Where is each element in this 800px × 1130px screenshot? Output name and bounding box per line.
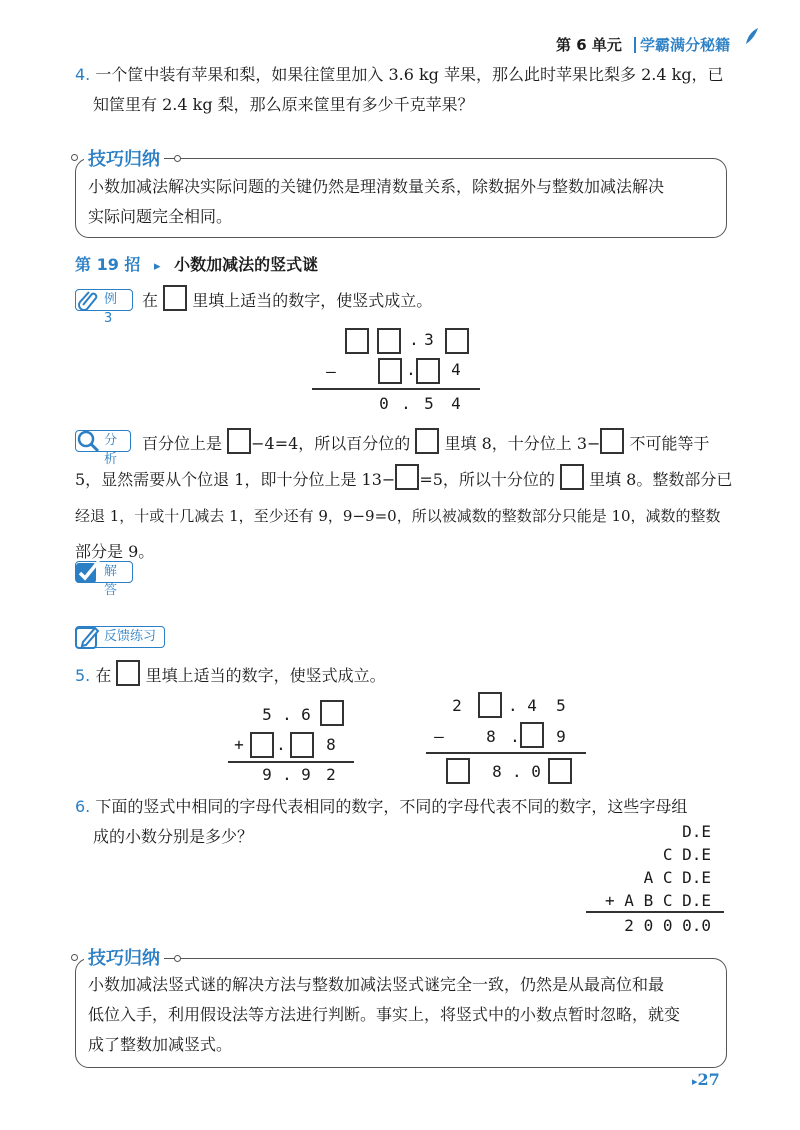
arrow-icon: ▸ bbox=[154, 259, 161, 274]
digit-box[interactable] bbox=[416, 358, 440, 384]
example-badge-label: 例 3 bbox=[104, 292, 118, 326]
digit: 8 bbox=[486, 727, 496, 746]
analysis-text-part: −4=4，所以百分位的 bbox=[251, 434, 411, 453]
tip-text bbox=[88, 970, 718, 1060]
question-6 bbox=[75, 792, 735, 852]
result-digit: . bbox=[282, 765, 292, 784]
digit-box[interactable] bbox=[445, 328, 469, 354]
section-number: 第 19 招 bbox=[75, 255, 141, 274]
digit-box[interactable] bbox=[320, 700, 344, 726]
header-title: 学霸满分秘籍 bbox=[640, 36, 731, 54]
digit-box[interactable] bbox=[478, 692, 502, 718]
result-digit: 0 bbox=[379, 394, 389, 413]
result-digit: . 0 bbox=[512, 762, 541, 781]
result-digit: 4 bbox=[451, 394, 461, 413]
decimal-point: . bbox=[510, 727, 520, 746]
tip-text-line: 实际问题完全相同。 bbox=[88, 207, 233, 226]
analysis-text-part: 经退 1，十或十几减去 1，至少还有 9，9−9=0，所以被减数的整数部分只能是 10，减数的整数 bbox=[75, 507, 721, 525]
answer-box[interactable] bbox=[163, 285, 187, 311]
digit-box[interactable] bbox=[446, 758, 470, 784]
question-number: 6. bbox=[75, 797, 91, 816]
digit: . 4 bbox=[508, 696, 537, 715]
tip-dot-left bbox=[71, 154, 78, 161]
sum-line bbox=[228, 761, 354, 763]
sum-line bbox=[426, 752, 586, 754]
checkmark-icon bbox=[75, 559, 101, 585]
analysis-text-part: 里填 8。整数部分已 bbox=[589, 470, 733, 489]
page-number-text: 27 bbox=[697, 1070, 720, 1089]
digit: 3 bbox=[424, 330, 434, 349]
question-number: 4. bbox=[75, 65, 91, 84]
leaf-icon bbox=[744, 26, 760, 46]
practice-badge bbox=[75, 626, 165, 648]
result-digit: 5 bbox=[424, 394, 434, 413]
analysis-text-part: 部分是 9。 bbox=[75, 542, 155, 561]
puzzle-row: A C D.E bbox=[643, 868, 711, 887]
analysis-text-part: 百分位上是 bbox=[142, 434, 223, 453]
minus-sign: – bbox=[326, 362, 336, 381]
arrow-icon: ▸ bbox=[692, 1075, 698, 1088]
digit-box[interactable] bbox=[345, 328, 369, 354]
digit-box[interactable] bbox=[520, 722, 544, 748]
decimal-point: . bbox=[276, 735, 286, 754]
result-digit: 9 bbox=[301, 765, 311, 784]
question-text: 下面的竖式中相同的字母代表相同的数字，不同的字母代表不同的数字，这些字母组 bbox=[95, 797, 688, 816]
question-text: 一个筐中装有苹果和梨，如果往筐里加入 3.6 kg 苹果，那么此时苹果比梨多 2.4 kg，已 bbox=[95, 65, 724, 84]
question-5 bbox=[75, 660, 386, 691]
decimal-point: . bbox=[406, 360, 416, 379]
question-4 bbox=[75, 60, 735, 120]
paperclip-icon bbox=[75, 287, 101, 313]
analysis-text-part: 5，显然需要从个位退 1，即十分位上是 13− bbox=[75, 470, 396, 489]
prompt-pre: 在 bbox=[142, 291, 159, 310]
example-prompt bbox=[142, 285, 432, 316]
answer-box[interactable] bbox=[600, 428, 624, 454]
answer-box[interactable] bbox=[415, 428, 439, 454]
tip-dot-right bbox=[174, 155, 181, 162]
digit: 8 bbox=[326, 735, 336, 754]
digit-box[interactable] bbox=[377, 328, 401, 354]
section-title: 小数加减法的竖式谜 bbox=[174, 255, 319, 274]
tip-dot-left bbox=[71, 954, 78, 961]
result-digit: 2 bbox=[326, 765, 336, 784]
tip-text-line: 小数加减法解决实际问题的关键仍然是理清数量关系，除数据外与整数加减法解决 bbox=[88, 177, 665, 196]
result-digit: 8 bbox=[492, 762, 502, 781]
analysis-badge-label: 分析 bbox=[104, 433, 118, 467]
puzzle-row: C D.E bbox=[662, 845, 711, 864]
answer-box[interactable] bbox=[227, 428, 251, 454]
decimal-point: . bbox=[409, 330, 419, 349]
prompt-pre: 在 bbox=[95, 666, 112, 685]
digit: 6 bbox=[301, 705, 311, 724]
analysis-text-part: 里填 8，十分位上 3− bbox=[444, 434, 601, 453]
tip-text-line: 低位入手，利用假设法等方法进行判断。事实上，将竖式中的小数点暂时忽略，就变 bbox=[88, 1005, 681, 1024]
tip-label: 技巧归纳 bbox=[84, 145, 164, 171]
digit: 5 bbox=[556, 696, 566, 715]
prompt-post: 里填上适当的数字，使竖式成立。 bbox=[145, 666, 386, 685]
pencil-icon bbox=[75, 624, 101, 650]
digit: 4 bbox=[451, 360, 461, 379]
sum-line bbox=[312, 388, 480, 390]
example-badge bbox=[75, 289, 133, 326]
practice-badge-label: 反馈练习 bbox=[104, 629, 157, 644]
question-text-cont: 成的小数分别是多少？ bbox=[93, 827, 254, 846]
analysis-text-part: =5，所以十分位的 bbox=[419, 470, 555, 489]
tip-dot-right bbox=[174, 955, 181, 962]
tip-text-line: 成了整数加减竖式。 bbox=[88, 1035, 233, 1054]
decimal-point: . bbox=[282, 705, 292, 724]
puzzle-result: 2 0 0 0.0 bbox=[624, 916, 711, 935]
digit-box[interactable] bbox=[378, 358, 402, 384]
digit-box[interactable] bbox=[290, 732, 314, 758]
header-divider bbox=[634, 37, 636, 53]
result-digit: 9 bbox=[262, 765, 272, 784]
puzzle-row: D.E bbox=[682, 822, 711, 841]
unit-label: 第 6 单元 bbox=[556, 36, 622, 54]
minus-sign: – bbox=[434, 727, 444, 746]
question-text-cont: 知筐里有 2.4 kg 梨，那么原来筐里有多少千克苹果？ bbox=[93, 95, 474, 114]
sum-line bbox=[586, 911, 724, 913]
digit-box[interactable] bbox=[548, 758, 572, 784]
answer-badge-label: 解答 bbox=[104, 564, 118, 598]
answer-box[interactable] bbox=[116, 660, 140, 686]
digit: 2 bbox=[452, 696, 462, 715]
tip-label: 技巧归纳 bbox=[84, 944, 164, 970]
digit: 9 bbox=[556, 727, 566, 746]
analysis-text-part: 不可能等于 bbox=[629, 434, 710, 453]
question-number: 5. bbox=[75, 666, 91, 685]
section-header bbox=[75, 252, 318, 275]
result-digit: . bbox=[401, 394, 411, 413]
answer-box[interactable] bbox=[560, 464, 584, 490]
puzzle-row: + A B C D.E bbox=[605, 891, 711, 910]
answer-box[interactable] bbox=[395, 464, 419, 490]
tip-text-line: 小数加减法竖式谜的解决方法与整数加减法竖式谜完全一致，仍然是从最高位和最 bbox=[88, 975, 665, 994]
tip-text bbox=[88, 172, 718, 232]
page-number bbox=[692, 1070, 720, 1089]
analysis-text bbox=[75, 426, 735, 570]
answer-badge bbox=[75, 561, 133, 598]
digit: 5 bbox=[262, 705, 272, 724]
plus-sign: + bbox=[234, 735, 244, 754]
prompt-post: 里填上适当的数字，使竖式成立。 bbox=[192, 291, 433, 310]
